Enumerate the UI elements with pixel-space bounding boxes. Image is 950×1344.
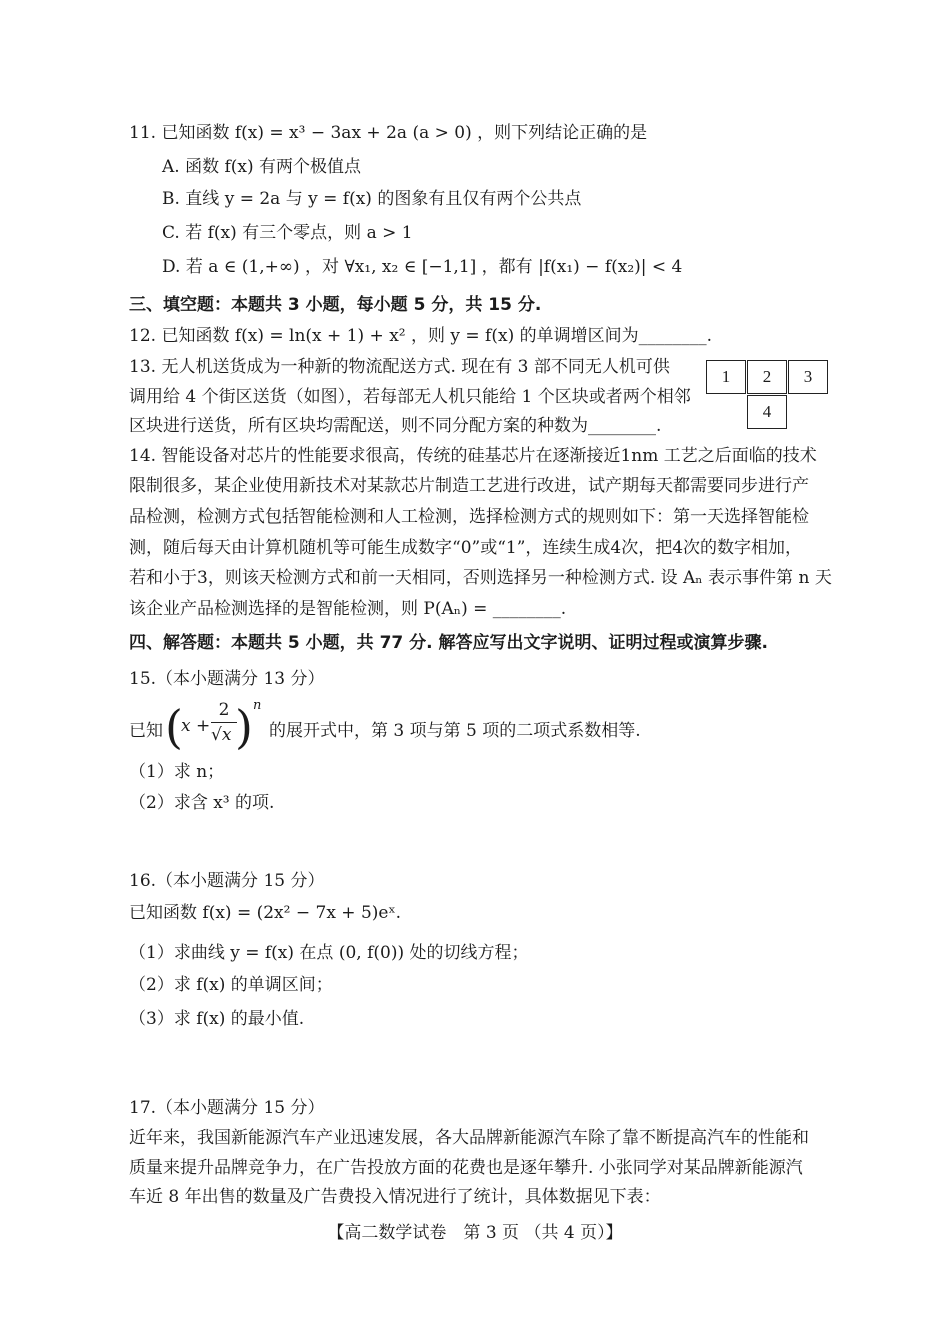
- q17-line-3: 车近 8 年出售的数量及广告费投入情况进行了统计，具体数据见下表：: [129, 1187, 661, 1207]
- q11-option-c: C. 若 f(x) 有三个零点，则 a > 1: [162, 223, 413, 243]
- q17-line-1: 近年来，我国新能源汽车产业迅速发展，各大品牌新能源汽车除了靠不断提高汽车的性能和: [129, 1128, 809, 1148]
- q15-expr-denominator: √x: [211, 725, 232, 745]
- q15-stem-suffix: 的展开式中，第 3 项与第 5 项的二项式系数相等.: [269, 721, 641, 741]
- q15-expr-x: x +: [181, 716, 211, 736]
- q14-line-3: 品检测，检测方式包括智能检测和人工检测，选择检测方式的规则如下：第一天选择智能检: [129, 507, 809, 527]
- right-paren-glyph: ): [235, 700, 253, 754]
- q16-title: 16.（本小题满分 15 分）: [129, 871, 325, 891]
- q15-stem-prefix: 已知: [129, 721, 163, 741]
- q15-stem: [129, 700, 829, 764]
- q11-stem: 11. 已知函数 f(x) = x³ − 3ax + 2a (a > 0) ，则下列结论正确的是: [129, 123, 648, 143]
- left-paren-glyph: (: [165, 700, 183, 754]
- fraction-bar: [211, 722, 237, 723]
- q16-stem: 已知函数 f(x) = (2x² − 7x + 5)eˣ.: [129, 903, 402, 923]
- q14-line-5: 若和小于3，则该天检测方式和前一天相同，否则选择另一种检测方式. 设 Aₙ 表示事件第 n 天: [129, 568, 832, 588]
- q14-line-6: 该企业产品检测选择的是智能检测，则 P(Aₙ) = ________.: [129, 599, 567, 619]
- q12-text: 12. 已知函数 f(x) = ln(x + 1) + x² ，则 y = f(x) 的单调增区间为________.: [129, 326, 713, 346]
- section-answer-heading: 四、解答题：本题共 5 小题，共 77 分. 解答应写出文字说明、证明过程或演算步骤.: [129, 633, 768, 653]
- q17-line-2: 质量来提升品牌竞争力，在广告投放方面的花费也是逐年攀升. 小张同学对某品牌新能源汽: [129, 1158, 803, 1178]
- grid-cell-3: 3: [788, 360, 828, 394]
- q14-line-2: 限制很多，某企业使用新技术对某款芯片制造工艺进行改进，试产期每天都需要同步进行产: [129, 476, 809, 496]
- section-fill-in-heading: 三、填空题：本题共 3 小题，每小题 5 分，共 15 分.: [129, 295, 542, 315]
- q14-line-1: 14. 智能设备对芯片的性能要求很高，传统的硅基芯片在逐渐接近1nm 工艺之后面临的技术: [129, 446, 817, 466]
- q16-part-2: （2）求 f(x) 的单调区间；: [129, 975, 333, 995]
- q14-line-4: 测，随后每天由计算机随机等可能生成数字“0”或“1”，连续生成4次，把4次的数字相加，: [129, 538, 803, 558]
- q13-line-2: 调用给 4 个街区送货（如图），若每部无人机只能给 1 个区块或者两个相邻: [129, 387, 691, 407]
- q11-option-b: B. 直线 y = 2a 与 y = f(x) 的图象有且仅有两个公共点: [162, 189, 582, 209]
- q11-option-d: D. 若 a ∈ (1,+∞) ，对 ∀x₁, x₂ ∈ [−1,1] ，都有 |f(x₁) − f(x₂)| < 4: [162, 257, 683, 277]
- q15-expr-numerator: 2: [218, 700, 230, 720]
- page-footer: 【高二数学试卷 第 3 页 （共 4 页）】: [327, 1223, 623, 1243]
- q17-title: 17.（本小题满分 15 分）: [129, 1098, 325, 1118]
- block-grid-figure: [706, 360, 838, 434]
- q13-line-1: 13. 无人机送货成为一种新的物流配送方式. 现在有 3 部不同无人机可供: [129, 357, 670, 377]
- grid-cell-4: 4: [747, 395, 787, 429]
- grid-cell-1: 1: [706, 360, 746, 394]
- q15-part-2: （2）求含 x³ 的项.: [129, 793, 275, 813]
- q16-part-1: （1）求曲线 y = f(x) 在点 (0, f(0)) 处的切线方程；: [129, 943, 529, 963]
- q15-part-1: （1）求 n；: [129, 762, 225, 782]
- q15-expr-exponent: n: [253, 698, 262, 713]
- q15-title: 15.（本小题满分 13 分）: [129, 669, 325, 689]
- q13-line-3: 区块进行送货，所有区块均需配送，则不同分配方案的种数为________.: [129, 416, 662, 436]
- q16-part-3: （3）求 f(x) 的最小值.: [129, 1009, 305, 1029]
- grid-cell-2: 2: [747, 360, 787, 394]
- q11-option-a: A. 函数 f(x) 有两个极值点: [162, 157, 362, 177]
